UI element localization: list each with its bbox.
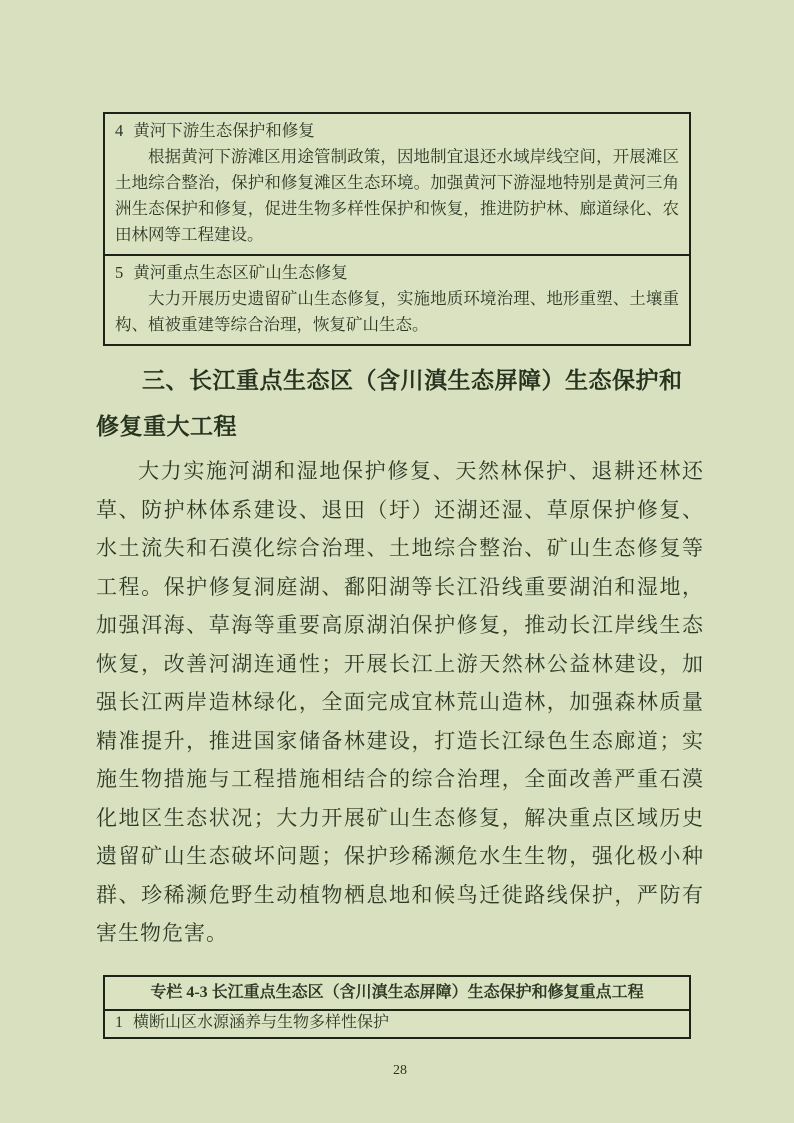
yellow-river-projects-box xyxy=(103,112,691,346)
box-4-3-header: 专栏 4-3 长江重点生态区（含川滇生态屏障）生态保护和修复重点工程 xyxy=(105,977,689,1011)
box-row-project-1 xyxy=(105,1011,689,1037)
project-4-body: 根据黄河下游滩区用途管制政策，因地制宜退还水域岸线空间，开展滩区土地综合整治，保护和修复滩区生态环境。加强黄河下游湿地特别是黄河三角洲生态保护和修复，促进生物多样性保护和恢复，推进防护林、廊道绿化、农田林网等工程建设。 xyxy=(115,147,679,244)
project-1-title: 横断山区水源涵养与生物多样性保护 xyxy=(133,1013,390,1031)
project-1-number: 1 xyxy=(115,1013,123,1031)
project-4-title-line xyxy=(115,118,679,144)
page-content-column xyxy=(96,0,704,1079)
yangtze-projects-box xyxy=(103,975,691,1039)
section-paragraph: 大力实施河湖和湿地保护修复、天然林保护、退耕还林还草、防护林体系建设、退田（圩）还湖还湿、草原保护修复、水土流失和石漠化综合治理、土地综合整治、矿山生态修复等工程。保护修复洞庭湖、鄱阳湖等长江沿线重要湖泊和湿地，加强洱海、草海等重要高原湖泊保护修复，推动长江岸线生态恢复，改善河湖连通性；开展长江上游天然林公益林建设，加强长江两岸造林绿化，全面完成宜林荒山造林，加强森林质量精准提升，推进国家储备林建设，打造长江绿色生态廊道；实施生物措施与工程措施相结合的综合治理，全面改善严重石漠化地区生态状况；大力开展矿山生态修复，解决重点区域历史遗留矿山生态破坏问题；保护珍稀濒危水生生物，强化极小种群、珍稀濒危野生动植物栖息地和候鸟迁徙路线保护，严防有害生物危害。 xyxy=(96,459,704,945)
project-5-title: 黄河重点生态区矿山生态修复 xyxy=(133,263,348,282)
project-5-body: 大力开展历史遗留矿山生态修复，实施地质环境治理、地形重塑、土壤重构、植被重建等综合治理，恢复矿山生态。 xyxy=(115,289,679,334)
project-5-number: 5 xyxy=(115,263,124,282)
project-4-number: 4 xyxy=(115,121,124,140)
project-5-title-line xyxy=(115,260,679,286)
project-4-title: 黄河下游生态保护和修复 xyxy=(133,121,315,140)
page-number: 28 xyxy=(393,1062,407,1078)
box-row-project-4 xyxy=(105,114,689,254)
box-row-project-5 xyxy=(105,254,689,344)
section-heading: 三、长江重点生态区（含川滇生态屏障）生态保护和修复重大工程 xyxy=(96,368,683,439)
